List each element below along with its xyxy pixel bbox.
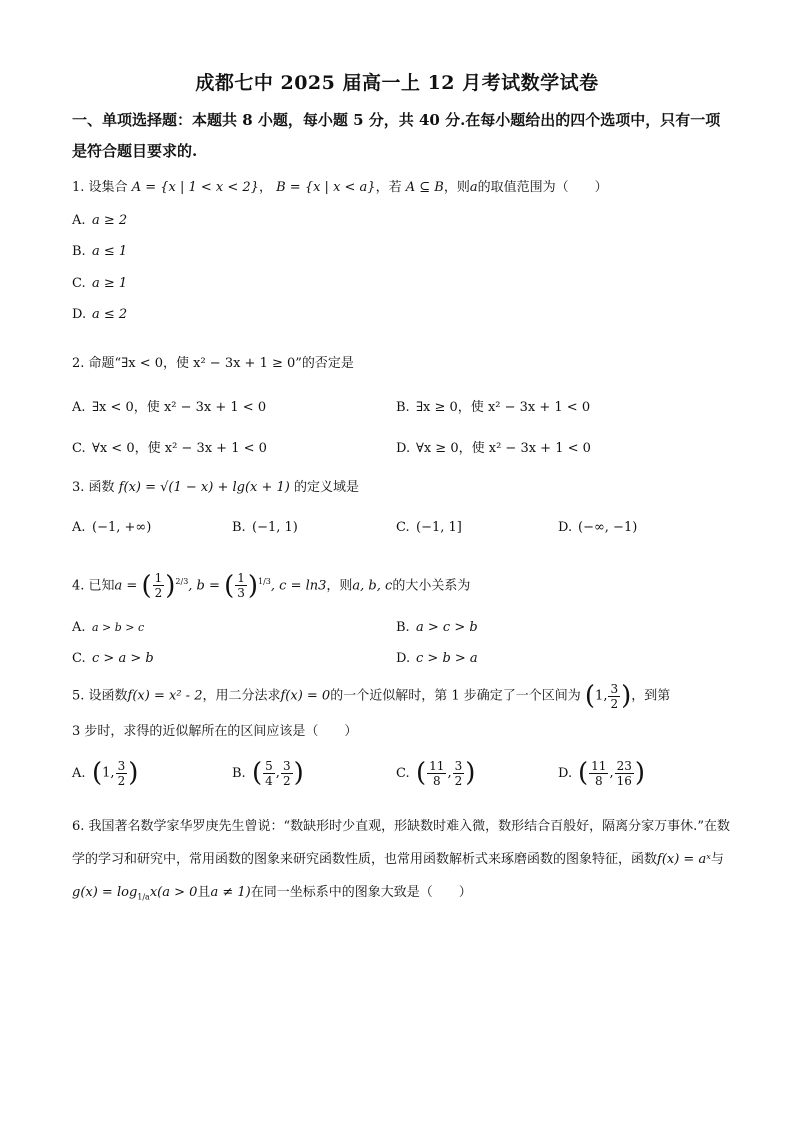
q1-var: a: [469, 180, 478, 195]
q4-b-exponent: 1/3: [258, 577, 271, 586]
q5-option-b[interactable]: B. ( $\frac{5}{4}$ , $\frac{3}{2}$ ): [232, 758, 304, 788]
q2-option-c[interactable]: C. ∀x < 0，使 x² − 3x + 1 < 0: [72, 441, 267, 456]
q4-option-c[interactable]: C. c > a > b: [72, 651, 154, 666]
q1-text-d: 的取值范围为（ ）: [477, 180, 608, 195]
question-3-stem: 3. 函数 f(x) = √(1 − x) + lg(x + 1) 的定义域是: [72, 480, 360, 495]
q5-option-c[interactable]: C. ( $\frac{11}{8}$ , $\frac{3}{2}$ ): [396, 758, 476, 788]
question-4-stem: 4. 已知a = ( $\frac{1}{2}$ )$^{2/3}$, b = ( $\frac{1}{3}$ )$^{1/3}$, c = ln3，则a, b, c的大小关系为: [72, 570, 471, 601]
q2-option-d[interactable]: D. ∀x ≥ 0，使 x² − 3x + 1 < 0: [396, 441, 591, 456]
q3-function: f(x) = √(1 − x) + lg(x + 1): [118, 480, 290, 495]
q2-option-a[interactable]: A. ∃x < 0，使 x² − 3x + 1 < 0: [72, 400, 267, 415]
q1-set-a: A = {x | 1 < x < 2}: [131, 180, 259, 195]
question-1-stem: [72, 172, 732, 204]
q1-option-a[interactable]: A. a ≥ 2: [72, 213, 128, 228]
q6-f-expr: f(x) = aˣ: [657, 852, 711, 867]
q4-a-fraction: $\frac{1}{2}$: [154, 571, 163, 601]
question-6-stem: 6. 我国著名数学家华罗庚先生曾说：“数缺形时少直观，形缺数时难入微，数形结合百般好，隔离分家万事休.”在数学的学习和研究中，常用函数的图象来研究函数性质，也常用函数解析式来琢磨函数的图象特征，函数f(x) = aˣ与$g(x) = \log_{1/a}x(a > 0$且a ≠ 1)在同一坐标系中的图象大致是（ ）: [72, 819, 730, 902]
question-5-stem: 5. 设函数f(x) = x² - 2，用二分法求f(x) = 0的一个近似解时，第 1 步确定了一个区间为 (1, $\frac{3}{2}$ )，到第: [72, 681, 671, 711]
q1-option-c[interactable]: C. a ≥ 1: [72, 276, 128, 291]
q3-option-a[interactable]: A. (−1, +∞): [72, 520, 152, 535]
q1-sep: ，: [258, 180, 272, 195]
q5-option-d[interactable]: D. ( $\frac{11}{8}$ , $\frac{23}{16}$ ): [558, 758, 646, 788]
section-heading: 一、单项选择题：本题共 8 小题，每小题 5 分，共 40 分.在每小题给出的四个选项中，只有一项是符合题目要求的.: [72, 111, 721, 160]
q3-option-b[interactable]: B. (−1, 1): [232, 520, 298, 535]
q4-option-d[interactable]: D. c > b > a: [396, 651, 478, 666]
q2-option-b[interactable]: B. ∃x ≥ 0，使 x² − 3x + 1 < 0: [396, 400, 591, 415]
question-5-stem-cont: 3 步时，求得的近似解所在的区间应该是（ ）: [72, 724, 358, 739]
q1-text-c: ，则: [443, 180, 470, 195]
q1-text-a: 1. 设集合: [72, 180, 128, 195]
q6-g-expr: g(x) = log: [72, 885, 138, 900]
q4-option-b[interactable]: B. a > c > b: [396, 620, 478, 635]
q5-interval-fraction: $\frac{3}{2}$: [610, 681, 619, 711]
q1-set-b: B = {x | x < a}: [276, 180, 376, 195]
q1-condition: A ⊆ B: [405, 180, 444, 195]
q3-option-d[interactable]: D. (−∞, −1): [558, 520, 638, 535]
q5-function: f(x) = x² - 2: [127, 688, 203, 704]
q1-option-d[interactable]: D. a ≤ 2: [72, 307, 128, 322]
q4-option-a[interactable]: A. a > b > c: [72, 620, 145, 635]
question-2-stem: 2. 命题“∃x < 0，使 x² − 3x + 1 ≥ 0”的否定是: [72, 356, 354, 371]
q5-option-a[interactable]: A. (1, $\frac{3}{2}$ ): [72, 758, 139, 788]
q4-b-fraction: $\frac{1}{3}$: [237, 571, 245, 601]
q4-a-exponent: 2/3: [175, 577, 189, 586]
q1-option-b[interactable]: B. a ≤ 1: [72, 244, 128, 259]
q1-text-b: ，若: [375, 180, 402, 195]
page-title: 成都七中 2025 届高一上 12 月考试数学试卷: [195, 72, 599, 94]
q3-option-c[interactable]: C. (−1, 1]: [396, 520, 462, 535]
